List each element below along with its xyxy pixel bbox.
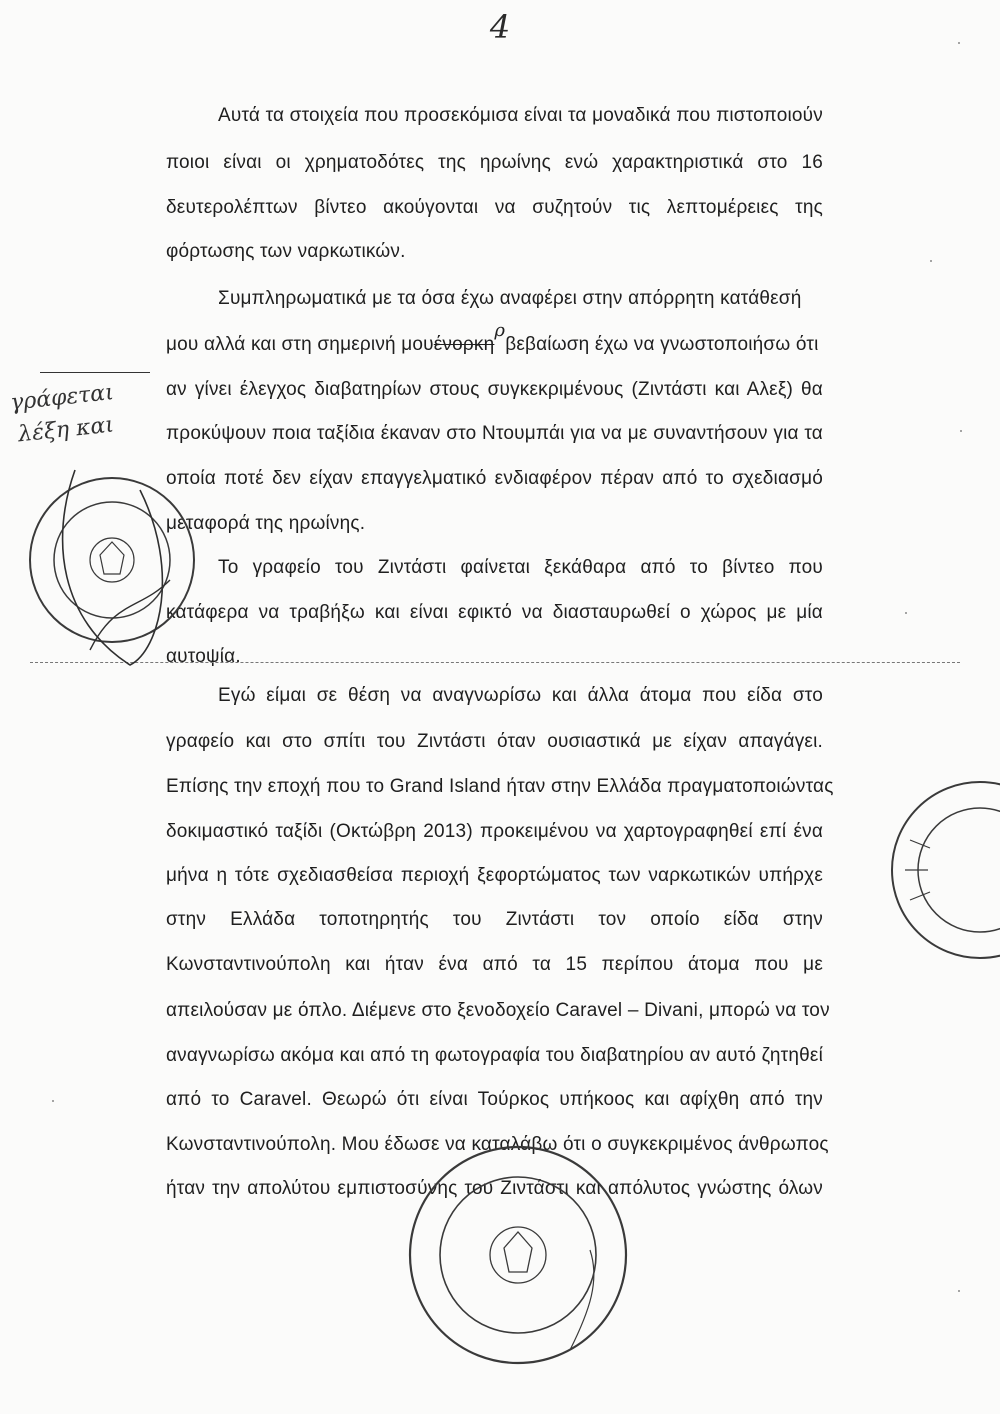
text-line: Αυτά τα στοιχεία που προσεκόμισα είναι τα μοναδικά που πιστοποιούν (218, 105, 823, 126)
text-line: αναγνωρίσω ακόμα και από τη φωτογραφία του διαβατηρίου αν αυτό ζητηθεί (166, 1045, 823, 1066)
text-line: κατάφερα να τραβήξω και είναι εφικτό να διασταυρωθεί ο χώρος με μία (166, 602, 823, 623)
official-stamp-left (20, 450, 210, 680)
text-line: οποία ποτέ δεν είχαν επαγγελματικό ενδιαφέρον πέραν από το σχεδιασμό (166, 468, 823, 489)
text-line: δευτερολέπτων βίντεο ακούγονται να συζητούν τις λεπτομέρειες της (166, 197, 823, 218)
official-stamp-bottom (400, 1140, 640, 1380)
text-line: Εγώ είμαι σε θέση να αναγνωρίσω και άλλα άτομα που είδα στο (218, 685, 823, 706)
text-line: προκύψουν ποια ταξίδια έκαναν στο Ντουμπάι για να με συναντήσουν για τα (166, 423, 823, 444)
scan-speck (930, 260, 932, 262)
text-line: Συμπληρωματικά με τα όσα έχω αναφέρει στην απόρρητη κατάθεσή (218, 288, 802, 309)
text-line-with-correction (166, 320, 819, 357)
text-line: απειλούσαν με όπλο. Διέμενε στο ξενοδοχείο Caravel – Divani, μπορώ να τον (166, 1000, 830, 1021)
text-line: φόρτωσης των ναρκωτικών. (166, 241, 406, 262)
scan-speck (52, 1100, 54, 1102)
text-line: στην Ελλάδα τοποτηρητής του Ζιντάστι τον οποίο είδα στην (166, 909, 823, 930)
text-line: Επίσης την εποχή που το Grand Island ήταν στην Ελλάδα πραγματοποιώντας (166, 776, 834, 797)
text-line: μεταφορά της ηρωίνης. (166, 513, 366, 534)
official-stamp-right (870, 770, 1000, 980)
text-line: αν γίνει έλεγχος διαβατηρίων στους συγκεκριμένους (Ζιντάστι και Αλεξ) θα (166, 379, 823, 400)
scan-speck (960, 430, 962, 432)
struck-word: ένορκη (433, 334, 495, 355)
text-line: ήταν την απολύτου εμπιστοσύνης του Ζιντάστι και απόλυτος γνώστης όλων (166, 1178, 823, 1199)
text-line: δοκιμαστικό ταξίδι (Οκτώβρη 2013) προκειμένου να χαρτογραφηθεί επί ένα (166, 821, 823, 842)
text-line: γραφείο και στο σπίτι του Ζιντάστι όταν ουσιαστικά με είχαν απαγάγει. (166, 731, 823, 752)
margin-note-line: λέξη και (17, 412, 116, 448)
text-line: μήνα η τότε σχεδιασθείσα περιοχή ξεφορτώματος των ναρκωτικών υπήρχε (166, 865, 823, 886)
handwritten-insert: ρ (494, 320, 506, 341)
text-line: Κωνσταντινούπολη. Μου έδωσε να καταλάβω ότι ο συγκεκριμένος άνθρωπος (166, 1134, 829, 1155)
text-line: Κωνσταντινούπολη και ήταν ένα από τα 15 περίπου άτομα που με (166, 954, 823, 975)
text-line: από το Caravel. Θεωρώ ότι είναι Τούρκος υπήκοος και αφίχθη από την (166, 1089, 823, 1110)
text-line: ποιοι είναι οι χρηματοδότες της ηρωίνης ενώ χαρακτηριστικά στο 16 (166, 152, 823, 173)
text-fragment: βεβαίωση έχω να γνωστοποιήσω ότι (505, 334, 819, 355)
page-number: 4 (489, 8, 511, 46)
text-line: αυτοψία. (166, 646, 241, 667)
text-fragment: μου αλλά και στη σημερινή μου (166, 334, 434, 355)
scan-speck (958, 42, 960, 44)
margin-note-line: γράφεται (9, 380, 115, 416)
text-line: Το γραφείο του Ζιντάστι φαίνεται ξεκάθαρα από το βίντεο που (218, 557, 823, 578)
scan-speck (958, 1290, 960, 1292)
scan-speck (905, 612, 907, 614)
margin-underline (40, 372, 150, 373)
